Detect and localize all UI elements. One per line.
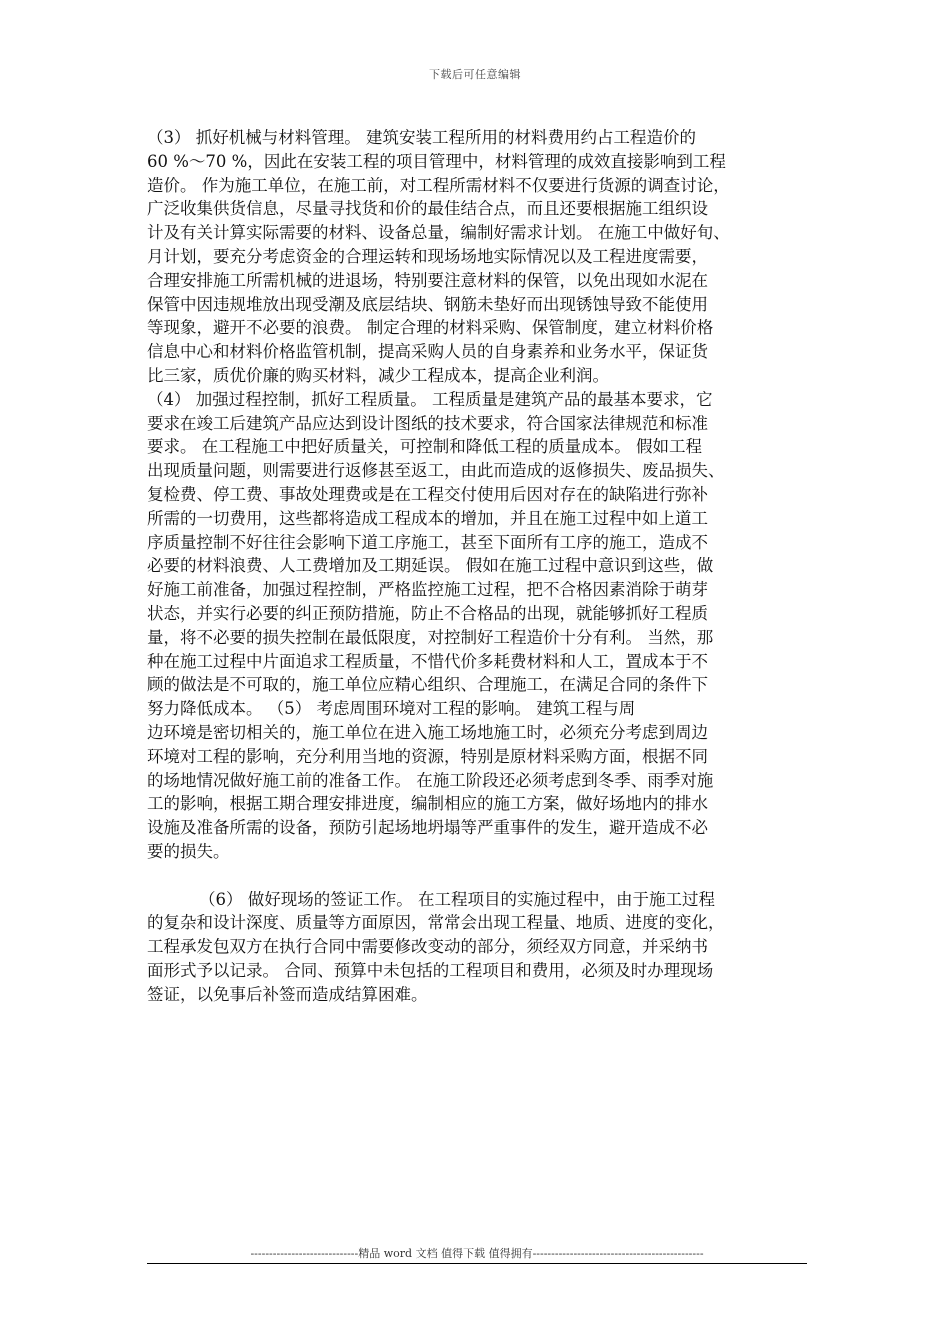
text-line: 量，将不必要的损失控制在最低限度，对控制好工程造价十分有利。 当然，那 [147, 627, 714, 647]
text-line: 的复杂和设计深度、质量等方面原因，常常会出现工程量、地质、进度的变化， [147, 913, 725, 933]
text-line: 合理安排施工所需机械的进退场，特别要注意材料的保管，以免出现如水泥在 [147, 270, 708, 290]
text-line: 面形式予以记录。 合同、预算中未包括的工程项目和费用，必须及时办理现场 [147, 960, 714, 980]
text-line: 顾的做法是不可取的，施工单位应精心组织、合理施工，在满足合同的条件下 [147, 675, 708, 695]
text-line: （3） 抓好机械与材料管理。 建筑安装工程所用的材料费用约占工程造价的 [147, 128, 696, 147]
text-line: 计及有关计算实际需要的材料、设备总量，编制好需求计划。 在施工中做好旬、 [147, 223, 730, 243]
text-line: 序质量控制不好往往会影响下道工序施工，甚至下面所有工序的施工，造成不 [147, 532, 708, 552]
text-line: 设施及准备所需的设备，预防引起场地坍塌等严重事件的发生，避开造成不必 [147, 818, 708, 838]
text-line: 广泛收集供货信息，尽量寻找货和价的最佳结合点，而且还要根据施工组织设 [147, 199, 708, 219]
text-line: 努力降低成本。 （5） 考虑周围环境对工程的影响。 建筑工程与周 [147, 699, 636, 719]
text-line: 要求。 在工程施工中把好质量关，可控制和降低工程的质量成本。 假如工程 [147, 437, 702, 457]
text-line: 要的损失。 [147, 841, 230, 861]
text-line: 好施工前准备，加强过程控制，严格监控施工过程，把不合格因素消除于萌芽 [147, 580, 708, 600]
text-line: 60 %～70 %，因此在安装工程的项目管理中，材料管理的成效直接影响到工程 [147, 151, 726, 171]
text-line: 比三家，质优价廉的购买材料，减少工程成本，提高企业利润。 [147, 365, 609, 385]
text-line: （4） 加强过程控制，抓好工程质量。 工程质量是建筑产品的最基本要求，它 [147, 389, 713, 409]
body-text [147, 126, 807, 1006]
text-line: 等现象，避开不必要的浪费。 制定合理的材料采购、保管制度，建立材料价格 [147, 318, 714, 338]
text-line: 环境对工程的影响，充分利用当地的资源，特别是原材料采购方面，根据不同 [147, 746, 708, 766]
text-line: 边环境是密切相关的，施工单位在进入施工场地施工时，必须充分考虑到周边 [147, 722, 708, 742]
paragraph-gap [147, 864, 807, 888]
text-line: 出现质量问题，则需要进行返修甚至返工，由此而造成的返修损失、废品损失、 [147, 461, 725, 481]
text-line: 复检费、停工费、事故处理费或是在工程交付使用后因对存在的缺陷进行弥补 [147, 484, 708, 504]
text-line: 造价。 作为施工单位，在施工前，对工程所需材料不仅要进行货源的调查讨论， [147, 175, 730, 195]
text-line: 保管中因违规堆放出现受潮及底层结块、钢筋未垫好而出现锈蚀导致不能使用 [147, 294, 708, 314]
text-line: 所需的一切费用，这些都将造成工程成本的增加，并且在施工过程中如上道工 [147, 508, 708, 528]
text-line: （6） 做好现场的签证工作。 在工程项目的实施过程中，由于施工过程 [199, 889, 715, 909]
header-note: 下载后可任意编辑 [429, 68, 521, 81]
text-line: 的场地情况做好施工前的准备工作。 在施工阶段还必须考虑到冬季、雨季对施 [147, 770, 714, 790]
text-line: 签证，以免事后补签而造成结算困难。 [147, 984, 428, 1004]
footer-divider [147, 1263, 807, 1264]
text-line: 必要的材料浪费、人工费增加及工期延误。 假如在施工过程中意识到这些，做 [147, 556, 714, 576]
text-line: 信息中心和材料价格监管机制，提高采购人员的自身素养和业务水平，保证货 [147, 342, 708, 362]
text-line: 工程承发包双方在执行合同中需要修改变动的部分，须经双方同意，并采纳书 [147, 937, 708, 957]
text-line: 种在施工过程中片面追求工程质量，不惜代价多耗费材料和人工，置成本于不 [147, 651, 708, 671]
text-line: 状态，并实行必要的纠正预防措施，防止不合格品的出现，就能够抓好工程质 [147, 603, 708, 623]
footer-text: -----------------------------精品 word 文档 值得下载 值得拥有---------------------------------------------- [250, 1247, 704, 1260]
text-line: 工的影响，根据工期合理安排进度，编制相应的施工方案，做好场地内的排水 [147, 794, 708, 814]
text-line: 月计划，要充分考虑资金的合理运转和现场场地实际情况以及工程进度需要， [147, 246, 708, 266]
text-line: 要求在竣工后建筑产品应达到设计图纸的技术要求，符合国家法律规范和标准 [147, 413, 708, 433]
